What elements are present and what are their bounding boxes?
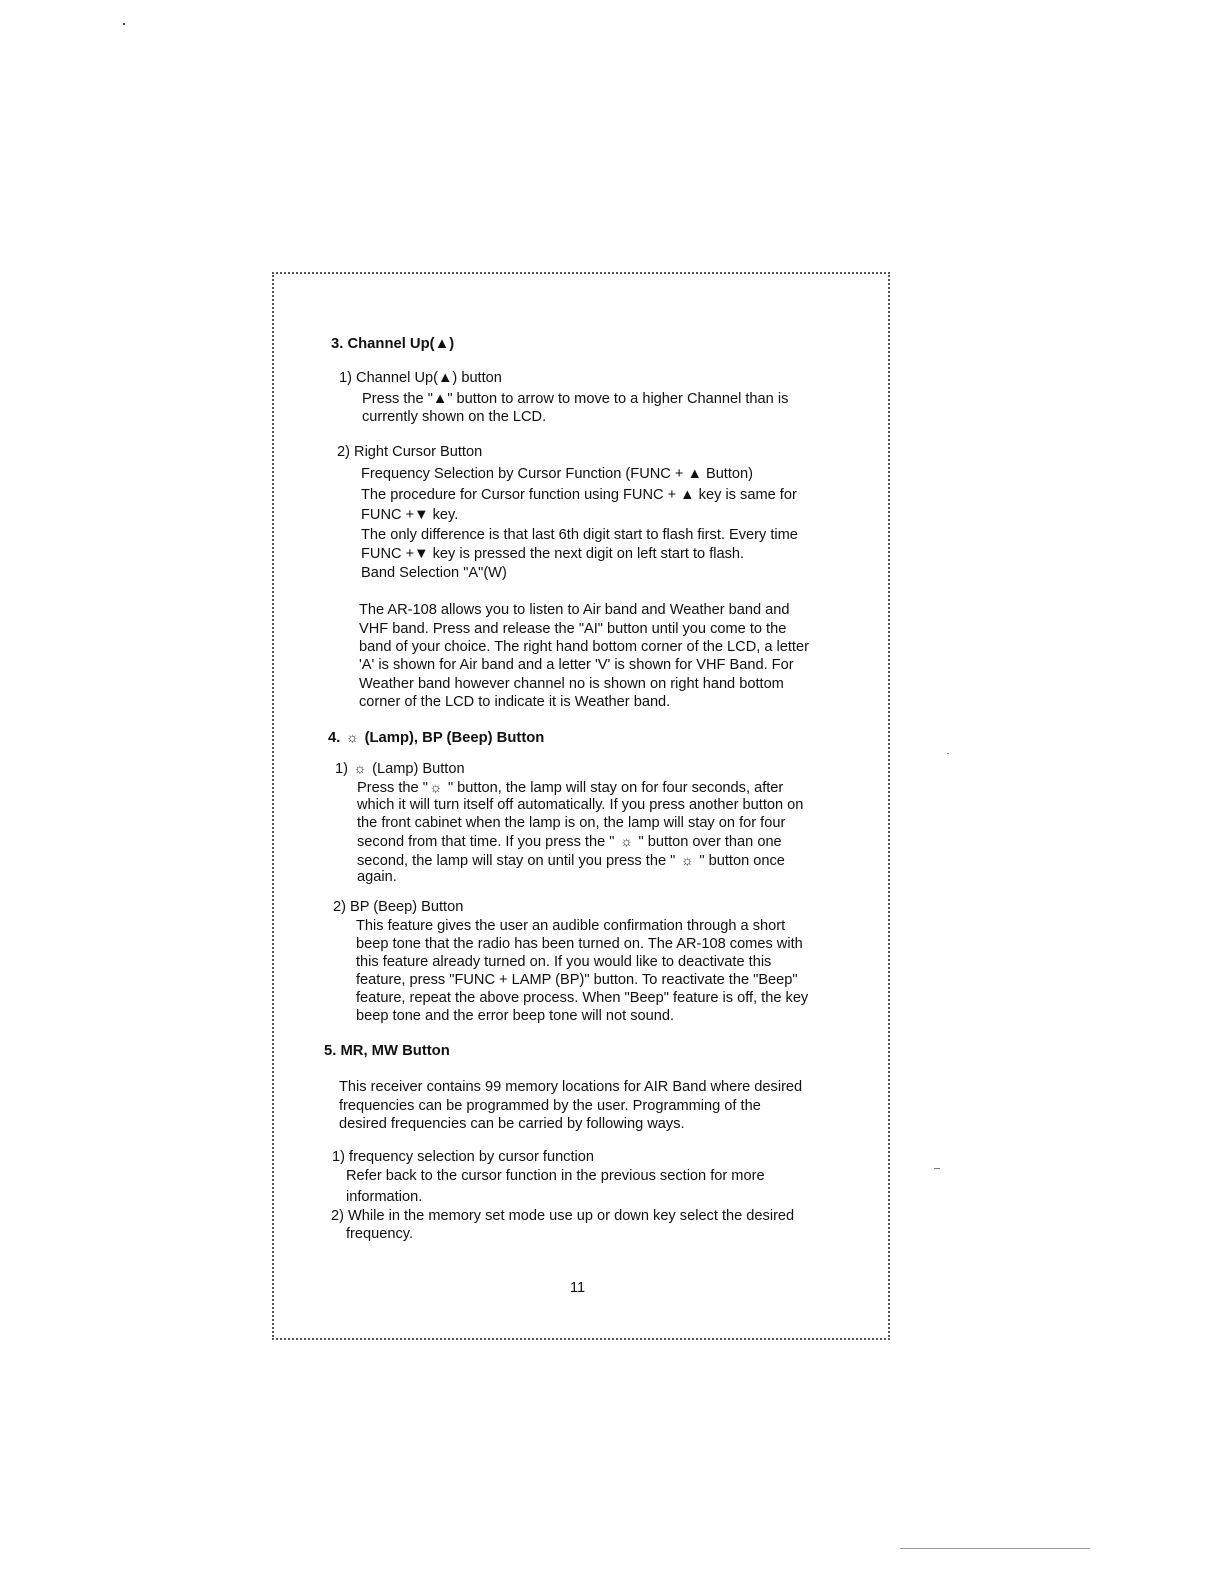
- section-3-item-2-line-3: FUNC +▼ key.: [361, 507, 459, 523]
- section-4-item-1-number: 1): [335, 761, 348, 777]
- lamp-line-5-start: second, the lamp will stay on until you press the ": [357, 853, 680, 869]
- memory-paragraph-line-3: desired frequencies can be carried by following ways.: [339, 1116, 685, 1132]
- section-5-heading: 5. MR, MW Button: [324, 1043, 450, 1059]
- section-3-item-2-line-5: FUNC +▼ key is pressed the next digit on left start to flash.: [361, 546, 745, 562]
- lamp-paragraph-line-4: [357, 832, 782, 851]
- band-paragraph-line-5: Weather band however channel no is shown on right hand bottom: [359, 676, 784, 692]
- lamp-line-4-start: second from that time. If you press the ": [357, 834, 619, 850]
- beep-paragraph-line-1: This feature gives the user an audible confirmation through a short: [356, 918, 786, 934]
- sun-lamp-icon: ☼: [680, 852, 694, 868]
- section-3-item-2-line-4: The only difference is that last 6th digit start to flash first. Every time: [361, 527, 798, 543]
- band-paragraph-line-4: 'A' is shown for Air band and a letter 'V' is shown for VHF Band. For: [359, 657, 794, 673]
- sun-lamp-icon: ☼: [620, 833, 633, 849]
- sun-lamp-icon: ☼: [346, 729, 359, 745]
- cursor-note-line-1: Refer back to the cursor function in the previous section for more: [346, 1168, 765, 1184]
- lamp-line-1-start: Press the ": [357, 780, 428, 796]
- section-3-item-2-title: 2) Right Cursor Button: [337, 444, 483, 460]
- beep-paragraph-line-5: feature, repeat the above process. When "Beep" feature is off, the key: [356, 990, 809, 1006]
- section-3-heading: 3. Channel Up(▲): [331, 336, 455, 352]
- lamp-line-5-end: " button once: [695, 853, 785, 869]
- section-3-item-1-title: 1) Channel Up(▲) button: [339, 370, 502, 386]
- memory-set-line-2: frequency.: [346, 1226, 414, 1242]
- lamp-paragraph-line-1: [357, 778, 783, 797]
- lamp-paragraph-line-2: which it will turn itself off automatically. If you press another button on: [357, 797, 804, 813]
- band-paragraph-line-2: VHF band. Press and release the "AI" button until you come to the: [359, 621, 787, 637]
- scan-speck: [934, 1168, 940, 1169]
- cursor-note-line-2: information.: [346, 1189, 423, 1205]
- section-4-item-1-label: (Lamp) Button: [372, 761, 465, 777]
- scan-speck: [123, 23, 125, 25]
- lamp-line-1-end: " button, the lamp will stay on for four seconds, after: [443, 780, 784, 796]
- scan-speck: [947, 753, 949, 754]
- beep-paragraph-line-6: beep tone and the error beep tone will not sound.: [356, 1008, 675, 1024]
- memory-set-line-1: 2) While in the memory set mode use up or down key select the desired: [331, 1208, 795, 1224]
- lamp-line-4-end: " button over than one: [634, 834, 782, 850]
- sun-lamp-icon: ☼: [353, 760, 367, 776]
- section-4-item-1-title: [335, 759, 465, 778]
- section-3-item-1-line-2: currently shown on the LCD.: [362, 409, 547, 425]
- band-paragraph-line-1: The AR-108 allows you to listen to Air band and Weather band and: [359, 602, 790, 618]
- band-paragraph-line-6: corner of the LCD to indicate it is Weather band.: [359, 694, 671, 710]
- sun-lamp-icon: ☼: [429, 779, 443, 795]
- beep-paragraph-line-3: this feature already turned on. If you would like to deactivate this: [356, 954, 772, 970]
- beep-paragraph-line-4: feature, press "FUNC + LAMP (BP)" button. To reactivate the "Beep": [356, 972, 798, 988]
- section-3-item-2-line-1: Frequency Selection by Cursor Function (FUNC + ▲ Button): [361, 466, 754, 482]
- memory-paragraph-line-1: This receiver contains 99 memory locations for AIR Band where desired: [339, 1079, 803, 1095]
- section-5-item-1-title: 1) frequency selection by cursor function: [332, 1149, 595, 1165]
- section-3-item-2-line-6: Band Selection "A"(W): [361, 565, 507, 581]
- beep-paragraph-line-2: beep tone that the radio has been turned on. The AR-108 comes with: [356, 936, 803, 952]
- memory-paragraph-line-2: frequencies can be programmed by the user. Programming of the: [339, 1098, 761, 1114]
- scan-speck: [900, 1548, 1090, 1549]
- section-4-number: 4.: [328, 730, 341, 746]
- section-3-item-2-line-2: The procedure for Cursor function using FUNC + ▲ key is same for: [361, 487, 797, 503]
- section-4-item-2-title: 2) BP (Beep) Button: [333, 899, 464, 915]
- section-3-item-1-line-1: Press the "▲" button to arrow to move to a higher Channel than is: [362, 391, 789, 407]
- section-4-heading: [328, 728, 544, 747]
- page-number: 11: [570, 1280, 586, 1296]
- lamp-paragraph-line-6: again.: [357, 869, 397, 885]
- lamp-paragraph-line-3: the front cabinet when the lamp is on, the lamp will stay on for four: [357, 815, 786, 831]
- section-4-title: (Lamp), BP (Beep) Button: [364, 730, 545, 746]
- lamp-paragraph-line-5: [357, 851, 785, 870]
- band-paragraph-line-3: band of your choice. The right hand bottom corner of the LCD, a letter: [359, 639, 809, 655]
